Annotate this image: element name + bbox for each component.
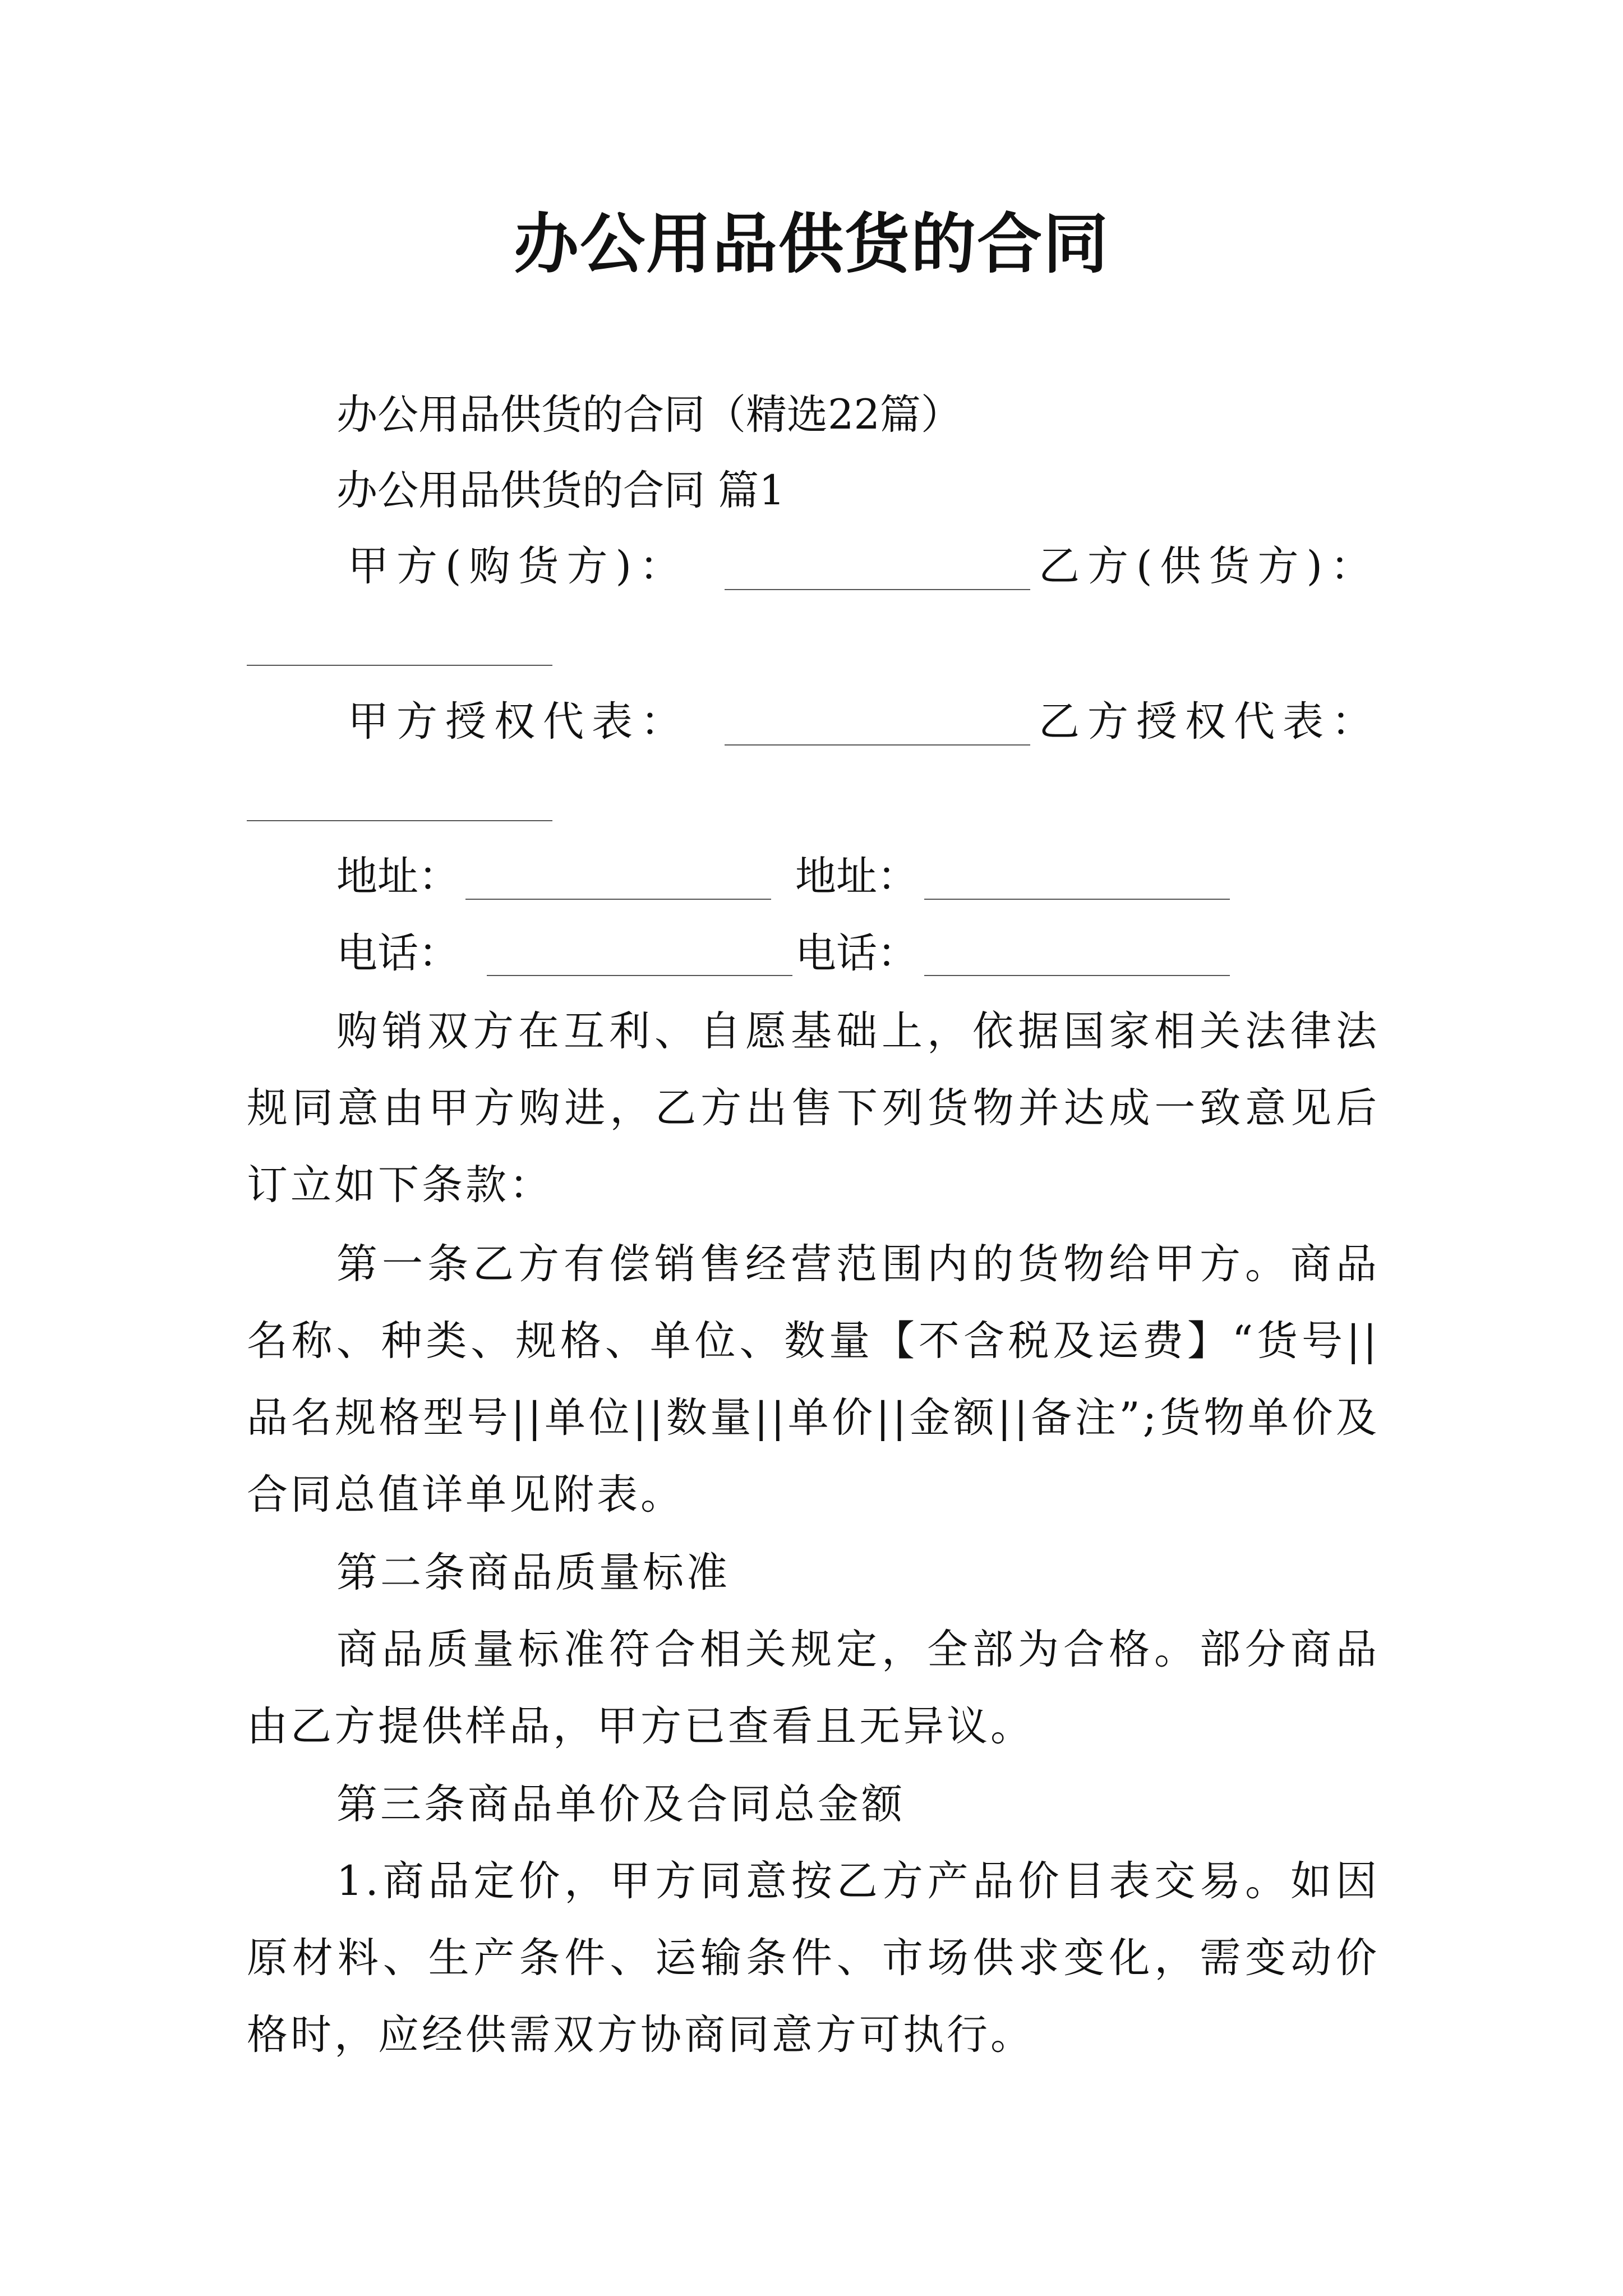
address-label-b: 地址： [795, 853, 918, 900]
party-a-rep-blank [725, 744, 1030, 746]
party-b-blank [247, 665, 552, 666]
party-a-label: 甲方(购货方)： [348, 542, 688, 590]
paragraph-article-2-body: 商品质量标准符合相关规定，全部为合格。部分商品由乙方提供样品，甲方已查看且无异议。 [247, 1626, 1380, 1750]
paragraph-intro: 购销双方在互利、自愿基础上，依据国家相关法律法规同意由甲方购进，乙方出售下列货物并达成一致意见后订立如下条款： [247, 1007, 1380, 1209]
document-title: 办公用品供货的合同 [514, 206, 1109, 282]
document-subtitle: 办公用品供货的合同（精选22篇） [336, 391, 962, 439]
phone-label-a: 电话： [336, 930, 459, 977]
paragraph-article-1: 第一条乙方有偿销售经营范围内的货物给甲方。商品名称、种类、规格、单位、数量【不含税及运费】“货号||品名规格型号||单位||数量||单价||金额||备注”;货物单价及合同总值详单见附表。 [247, 1240, 1380, 1519]
paragraph-article-3-item-1: 1.商品定价，甲方同意按乙方产品价目表交易。如因原材料、生产条件、运输条件、市场供求变化，需变动价格时，应经供需双方协商同意方可执行。 [247, 1857, 1380, 2059]
address-label-a: 地址： [336, 853, 459, 900]
party-a-blank [725, 589, 1030, 590]
phone-label-b: 电话： [795, 930, 918, 977]
address-a-blank [465, 899, 771, 900]
section-heading: 办公用品供货的合同 篇1 [336, 467, 785, 514]
paragraph-article-2-heading: 第二条商品质量标准 [336, 1549, 730, 1596]
phone-b-blank [924, 975, 1230, 976]
party-b-label: 乙方(供货方)： [1039, 542, 1379, 590]
party-b-rep-blank [247, 820, 552, 821]
party-b-rep-label: 乙方授权代表： [1039, 698, 1380, 746]
paragraph-article-3-heading: 第三条商品单价及合同总金额 [336, 1780, 905, 1828]
party-a-rep-label: 甲方授权代表： [348, 698, 689, 746]
address-b-blank [924, 899, 1230, 900]
phone-a-blank [487, 975, 792, 976]
